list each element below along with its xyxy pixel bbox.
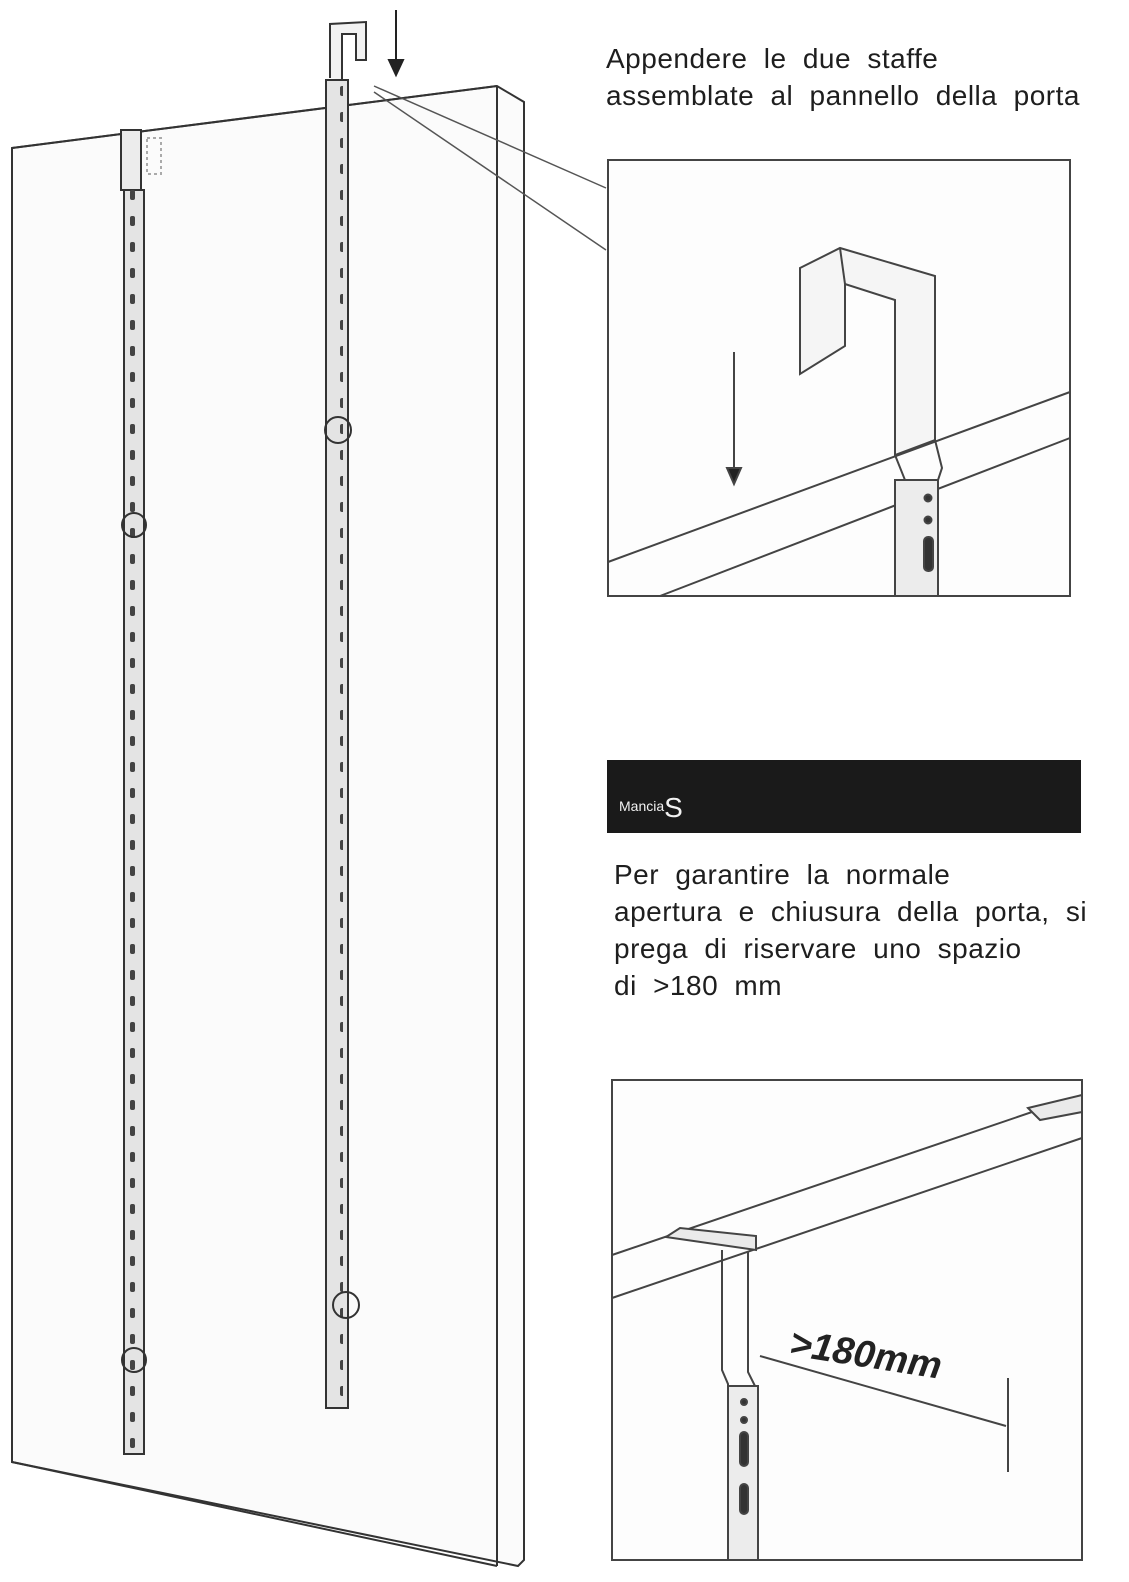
- step2-line2: apertura e chiusura della porta, si: [614, 896, 1088, 927]
- detail-clearance-box: [612, 1080, 1082, 1560]
- detail-hook-box: [608, 160, 1070, 596]
- step2-line3: prega di riservare uno spazio: [614, 933, 1022, 964]
- brand-suffix: S: [664, 792, 683, 823]
- brand-label: [619, 786, 683, 823]
- brand-name: Mancia: [619, 798, 665, 814]
- step2-caption: [614, 856, 1087, 1004]
- step1-caption: [606, 40, 1080, 114]
- step2-line4: di >180 mm: [614, 970, 783, 1001]
- dimension-label: >180mm: [786, 1322, 945, 1388]
- brand-banner: [607, 760, 1081, 833]
- down-arrow-icon: [389, 10, 403, 75]
- step1-line1: Appendere le due staffe: [606, 43, 939, 74]
- door-panel: [12, 86, 524, 1566]
- step2-line1: Per garantire la normale: [614, 859, 951, 890]
- step1-line2: assemblate al pannello della porta: [606, 80, 1080, 111]
